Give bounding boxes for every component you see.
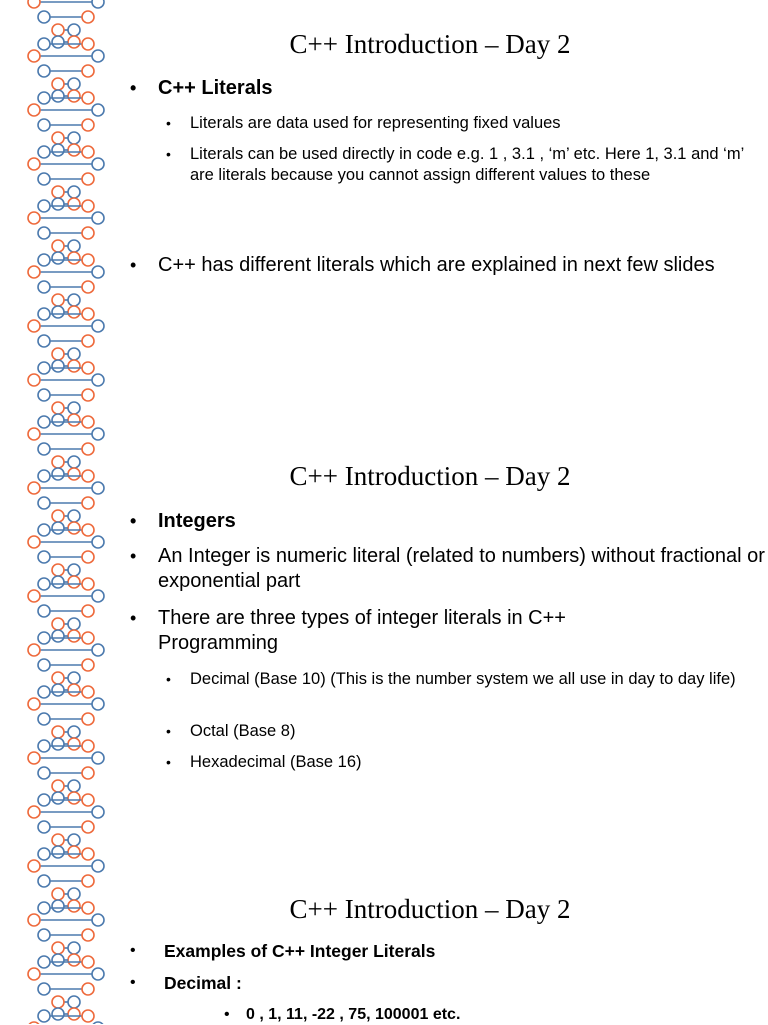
dna-node [52,348,64,360]
dna-node [68,738,80,750]
dna-node [68,306,80,318]
dna-node [68,630,80,642]
dna-node [82,794,94,806]
dna-node [38,38,50,50]
dna-node [82,956,94,968]
dna-node [82,929,94,941]
dna-node [92,860,104,872]
dna-node [52,618,64,630]
dna-node [82,740,94,752]
dna-node [28,50,40,62]
dna-node [38,389,50,401]
dna-node [52,360,64,372]
slide-1-sub-bullet-2: • Literals can be used directly in code e.g. 1 , 3.1 , ‘m’ etc. Here 1, 3.1 and ‘m’ are literals because you cannot assign different values to these [166,144,750,186]
dna-node [38,119,50,131]
dna-node [38,605,50,617]
dna-node [38,983,50,995]
dna-node [68,414,80,426]
dna-node [38,497,50,509]
dna-node [68,402,80,414]
dna-node [92,644,104,656]
slide-3-decimal-examples: • 0 , 1, 11, -22 , 75, 100001 etc. [224,1004,686,1025]
dna-node [28,158,40,170]
dna-node [82,632,94,644]
dna-node [82,119,94,131]
dna-node [68,510,80,522]
dna-node [68,186,80,198]
dna-node [28,482,40,494]
dna-node [92,428,104,440]
dna-node [38,362,50,374]
dna-node [68,684,80,696]
dna-node [38,281,50,293]
dna-node [28,590,40,602]
dna-node [82,713,94,725]
dna-node [68,672,80,684]
dna-node [68,888,80,900]
dna-node [68,252,80,264]
dna-node [68,954,80,966]
slide-3-heading-examples: • Examples of C++ Integer Literals [130,940,724,962]
dna-node [68,294,80,306]
dna-node [82,443,94,455]
dna-node [38,659,50,671]
dna-node [52,672,64,684]
dna-node [52,468,64,480]
dna-node [82,65,94,77]
slide-2-sub-bullet-octal: • Octal (Base 8) [166,721,750,742]
dna-node [68,240,80,252]
dna-node [38,173,50,185]
dna-node [38,956,50,968]
dna-node [38,524,50,536]
dna-node [28,0,40,8]
dna-node [52,198,64,210]
dna-node [82,335,94,347]
dna-node [82,686,94,698]
dna-node [92,698,104,710]
dna-node [82,281,94,293]
dna-node [28,428,40,440]
dna-node [28,644,40,656]
dna-node [92,752,104,764]
dna-node [68,36,80,48]
dna-node [82,848,94,860]
dna-node [68,468,80,480]
dna-node [38,470,50,482]
dna-node [28,104,40,116]
dna-node [52,888,64,900]
dna-node [68,618,80,630]
dna-node [68,726,80,738]
dna-node [68,78,80,90]
dna-node [28,266,40,278]
dna-node [52,954,64,966]
dna-node [38,65,50,77]
dna-node [38,254,50,266]
dna-node [38,335,50,347]
dna-node [52,1008,64,1020]
dna-node [52,414,64,426]
dna-node [82,470,94,482]
dna-node [52,780,64,792]
dna-node [52,684,64,696]
dna-node [38,578,50,590]
dna-node [38,713,50,725]
dna-node [82,524,94,536]
dna-node [68,132,80,144]
dna-node [92,266,104,278]
dna-node [38,551,50,563]
dna-node [68,1008,80,1020]
dna-node [92,536,104,548]
dna-node [92,158,104,170]
dna-node [52,834,64,846]
dna-node [38,740,50,752]
dna-node [52,90,64,102]
dna-node [68,792,80,804]
dna-node [28,320,40,332]
slide-3-heading-decimal: • Decimal : [130,972,724,994]
dna-node [52,252,64,264]
dna-node [52,36,64,48]
dna-node [82,497,94,509]
dna-node [28,752,40,764]
dna-node [28,806,40,818]
dna-node [82,38,94,50]
dna-node [28,212,40,224]
dna-node [92,914,104,926]
dna-node [92,968,104,980]
dna-node [82,227,94,239]
dna-node [38,875,50,887]
dna-node [82,146,94,158]
slide-2-heading-integers: • Integers [130,509,758,534]
dna-node [52,726,64,738]
dna-node [68,456,80,468]
dna-node [38,632,50,644]
slide-1-sub-bullet-1: • Literals are data used for representing fixed values [166,113,750,134]
dna-node [52,564,64,576]
slide-2-bullet-integer-definition: • An Integer is numeric literal (related to numbers) without fractional or exponential part [130,544,768,594]
dna-node [82,416,94,428]
dna-node [38,767,50,779]
dna-node [38,92,50,104]
dna-node [52,456,64,468]
dna-node [28,374,40,386]
dna-node [52,996,64,1008]
dna-node [52,576,64,588]
dna-node [52,738,64,750]
dna-node [38,821,50,833]
dna-node [38,227,50,239]
dna-node [68,144,80,156]
slide-2-bullet-three-types: • There are three types of integer literals in C++ Programming [130,606,688,656]
dna-node [28,698,40,710]
dna-node [92,806,104,818]
dna-node [82,983,94,995]
dna-node [38,308,50,320]
dna-node [82,254,94,266]
dna-node [82,578,94,590]
dna-node [52,900,64,912]
dna-node [38,929,50,941]
dna-node [92,212,104,224]
dna-node [52,942,64,954]
dna-node [82,92,94,104]
dna-node [92,482,104,494]
dna-helix-decoration [0,0,120,1024]
dna-node [92,50,104,62]
dna-node [52,240,64,252]
dna-node [52,522,64,534]
dna-node [92,374,104,386]
dna-node [38,686,50,698]
dna-node [38,11,50,23]
dna-node [82,767,94,779]
dna-node [52,294,64,306]
slide-1-heading-literals: • C++ Literals [130,76,758,101]
dna-node [52,846,64,858]
slide-1-bullet-different-literals: • C++ has different literals which are explained in next few slides [130,253,768,278]
dna-node [82,173,94,185]
dna-node [82,902,94,914]
dna-node [68,348,80,360]
dna-node [68,576,80,588]
dna-node [52,132,64,144]
dna-node [68,564,80,576]
dna-node [52,630,64,642]
dna-node [82,875,94,887]
dna-node [38,146,50,158]
slide-3-title: C++ Introduction – Day 2 [289,894,571,924]
dna-node [82,11,94,23]
dna-node [82,605,94,617]
dna-node [28,968,40,980]
dna-node [68,360,80,372]
dna-node [68,780,80,792]
dna-node [82,308,94,320]
dna-node [92,320,104,332]
dna-node [82,1010,94,1022]
dna-node [68,900,80,912]
dna-node [68,846,80,858]
slide-2-sub-bullet-hexadecimal: • Hexadecimal (Base 16) [166,752,750,773]
dna-node [52,186,64,198]
slide-1-title: C++ Introduction – Day 2 [289,29,571,59]
dna-node [52,24,64,36]
dna-node [82,659,94,671]
dna-node [92,590,104,602]
dna-node [52,792,64,804]
dna-node [82,821,94,833]
dna-node [82,200,94,212]
dna-node [38,200,50,212]
dna-node [52,144,64,156]
dna-node [38,848,50,860]
dna-node [52,510,64,522]
dna-node [52,78,64,90]
dna-node [38,1010,50,1022]
dna-node [92,104,104,116]
dna-node [52,306,64,318]
dna-node [82,362,94,374]
slide-2-sub-bullet-decimal: • Decimal (Base 10) (This is the number system we all use in day to day life) [166,669,750,690]
dna-node [68,90,80,102]
slide-2-title: C++ Introduction – Day 2 [289,461,571,491]
dna-node [38,416,50,428]
dna-node [68,942,80,954]
dna-node [38,443,50,455]
dna-node [68,834,80,846]
dna-node [28,914,40,926]
dna-node [68,198,80,210]
dna-node [68,996,80,1008]
dna-node [68,522,80,534]
dna-node [52,402,64,414]
dna-node [28,860,40,872]
dna-node [82,389,94,401]
dna-node [68,24,80,36]
dna-node [38,902,50,914]
dna-node [28,536,40,548]
dna-node [82,551,94,563]
dna-node [38,794,50,806]
dna-node [92,0,104,8]
